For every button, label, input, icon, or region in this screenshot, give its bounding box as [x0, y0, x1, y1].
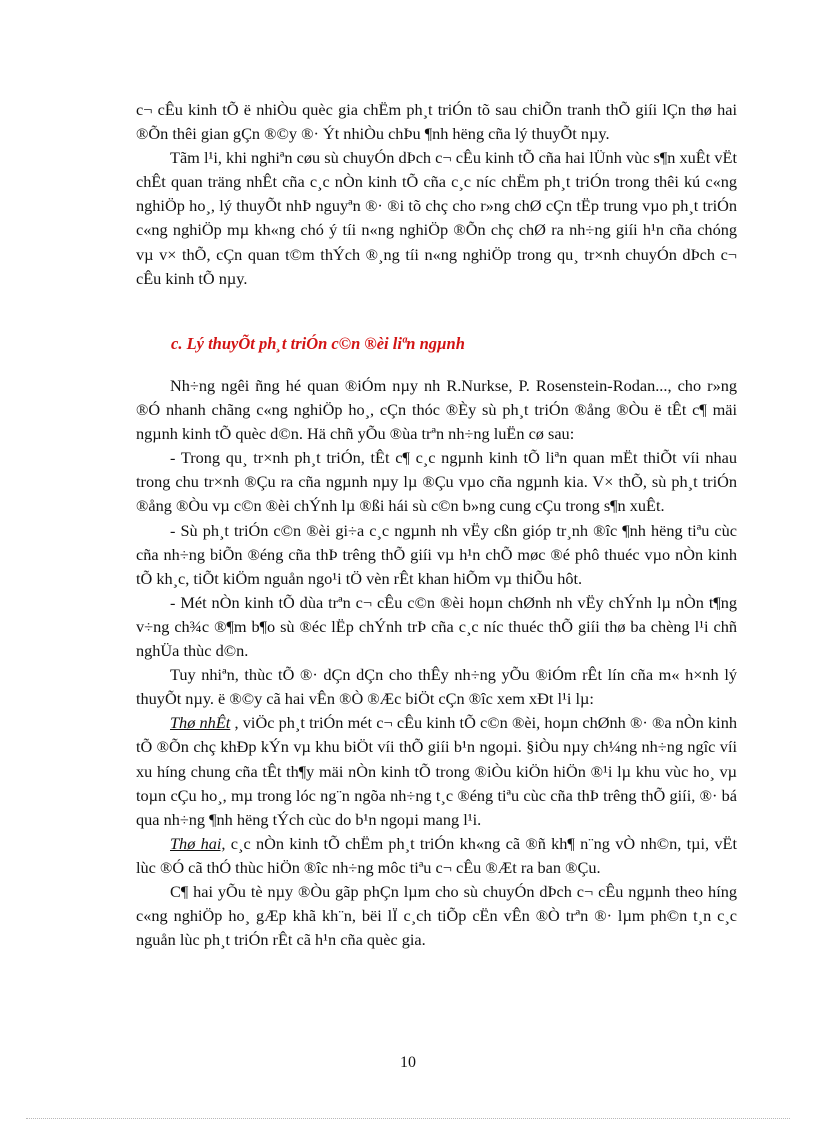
body-paragraph-1: Nh÷ng ngêi ñng hé quan ®iÓm nµy nh R.Nurkse, P. Rosenstein-Rodan..., cho r»ng ®Ó nhanh chãng c«ng nghiÖp ho¸, cÇn thóc ®Èy sù ph¸t triÓn ®ång ®Òu ë tÊt c¶ mäi ngµnh kinh tÕ quèc d©n. Hä chñ yÕu ®ùa trªn nh÷ng luËn cø sau: — [136, 376, 737, 444]
intro-paragraph-2: Tãm l¹i, khi nghiªn cøu sù chuyÓn dÞch c¬ cÊu kinh tÕ cña hai lÜnh vùc s¶n xuÊt vËt chÊt quan träng nhÊt cña c¸c nÒn kinh tÕ cña c¸c níc chËm ph¸t triÓn trong thêi kú c«ng nghiÖp ho¸, lý thuyÕt nhÞ nguyªn ®· ®i tõ chç cho r»ng chØ cÇn tËp trung vµo ph¸t triÓn c«ng nghiÖp mµ kh«ng chó ý tíi n«ng nghiÖp ®Õn chç chØ ra nh÷ng giíi h¹n cña chóng vµ v× thÕ, cÇn quan t©m thÝch ®¸ng tíi n«ng nghiÖp trong qu¸ tr×nh chuyÓn dÞch c¬ cÊu kinh tÕ nµy. — [136, 148, 737, 288]
footer-rule — [26, 1118, 790, 1119]
second-point-lead: Thø hai, — [170, 833, 226, 853]
page-number: 10 — [400, 1054, 416, 1071]
closing-paragraph: C¶ hai yÕu tè nµy ®Òu gãp phÇn lµm cho sù chuyÓn dÞch c¬ cÊu ngµnh theo híng c«ng nghiÖp ho¸ gÆp khã kh¨n, bëi lÏ c¸ch tiÕp cËn vÊn ®Ò trªn ®· lµm ph©n t¸n c¸c nguån lùc ph¸t triÓn rÊt cã h¹n cña quèc gia. — [136, 881, 737, 950]
second-point-paragraph — [136, 832, 737, 880]
first-point-paragraph — [136, 711, 737, 831]
body-paragraph-5: Tuy nhiªn, thùc tÕ ®· dÇn dÇn cho thÊy nh÷ng yÕu ®iÓm rÊt lín cña m« h×nh lý thuyÕt nµy. ë ®©y cã hai vÊn ®Ò ®Æc biÖt cÇn ®îc xem xÐt l¹i lµ: — [136, 665, 737, 709]
first-point-lead: Thø nhÊt — [170, 713, 231, 733]
intro-text — [136, 98, 737, 291]
first-point-text: , viÖc ph¸t triÓn mét c¬ cÊu kinh tÕ c©n ®èi, hoµn chØnh ®· ®a nÒn kinh tÕ ®Õn chç khÐp kÝn vµ khu biÖt víi thÕ giíi b¹n ngoµi. §iÒu nµy ch¼ng nh÷ng ngîc víi xu híng chung cña tÊt th¶y mäi nÒn kinh tÕ trong ®iÒu kiÖn hiÖn ®¹i lµ khu vùc ho¸ vµ toµn cÇu ho¸, mµ trong lóc ng¨n ngõa nh÷ng t¸c ®éng tiªu cùc cña thÞ trêng thÕ giíi, ®· bá qua nh÷ng ¶nh hëng tÝch cùc do b¹n ngoµi mang l¹i. — [136, 713, 737, 829]
intro-paragraph-1: c¬ cÊu kinh tÕ ë nhiÒu quèc gia chËm ph¸t triÓn tõ sau chiÕn tranh thÕ giíi lÇn thø hai ®Õn thêi gian gÇn ®©y ®· Ýt nhiÒu chÞu ¶nh hëng cña lý thuyÕt nµy. — [136, 100, 737, 144]
section-heading: c. Lý thuyÕt ph¸t triÓn c©n ®èi liªn ngµnh — [171, 334, 465, 353]
second-point-text: c¸c nÒn kinh tÕ chËm ph¸t triÓn kh«ng cã ®ñ kh¶ n¨ng vÒ nh©n, tµi, vËt lùc ®Ó cã thÓ thùc hiÖn ®îc nh÷ng môc tiªu c¬ cÊu ®Æt ra ban ®Çu. — [136, 833, 737, 877]
body-paragraph-2: - Trong qu¸ tr×nh ph¸t triÓn, tÊt c¶ c¸c ngµnh kinh tÕ liªn quan mËt thiÕt víi nhau trong chu tr×nh ®Çu ra cña ngµnh nµy lµ ®Çu vµo cña ngµnh kia. V× thÕ, sù ph¸t triÓn ®ång ®Òu vµ c©n ®èi chÝnh lµ ®ßi hái sù c©n b»ng cung cÇu trong s¶n xuÊt. — [136, 448, 737, 516]
body-paragraph-3: - Sù ph¸t triÓn c©n ®èi gi÷a c¸c ngµnh nh vËy cßn gióp tr¸nh ®îc ¶nh hëng tiªu cùc cña nh÷ng biÕn ®éng cña thÞ trêng thÕ giíi vµ h¹n chÕ møc ®é phô thuéc vµo nÒn kinh tÕ kh¸c, tiÕt kiÖm nguån ngo¹i tÖ vèn rÊt khan hiÕm vµ thiÕu hôt. — [136, 520, 737, 588]
body-paragraph-4: - Mét nÒn kinh tÕ dùa trªn c¬ cÊu c©n ®èi hoµn chØnh nh vËy chÝnh lµ nÒn t¶ng v÷ng ch¾c ®¶m b¶o sù ®éc lËp chÝnh trÞ cña c¸c níc thuéc thÕ giíi thø ba chèng l¹i chñ nghÜa thùc d©n. — [136, 592, 737, 661]
body-text — [136, 374, 737, 952]
